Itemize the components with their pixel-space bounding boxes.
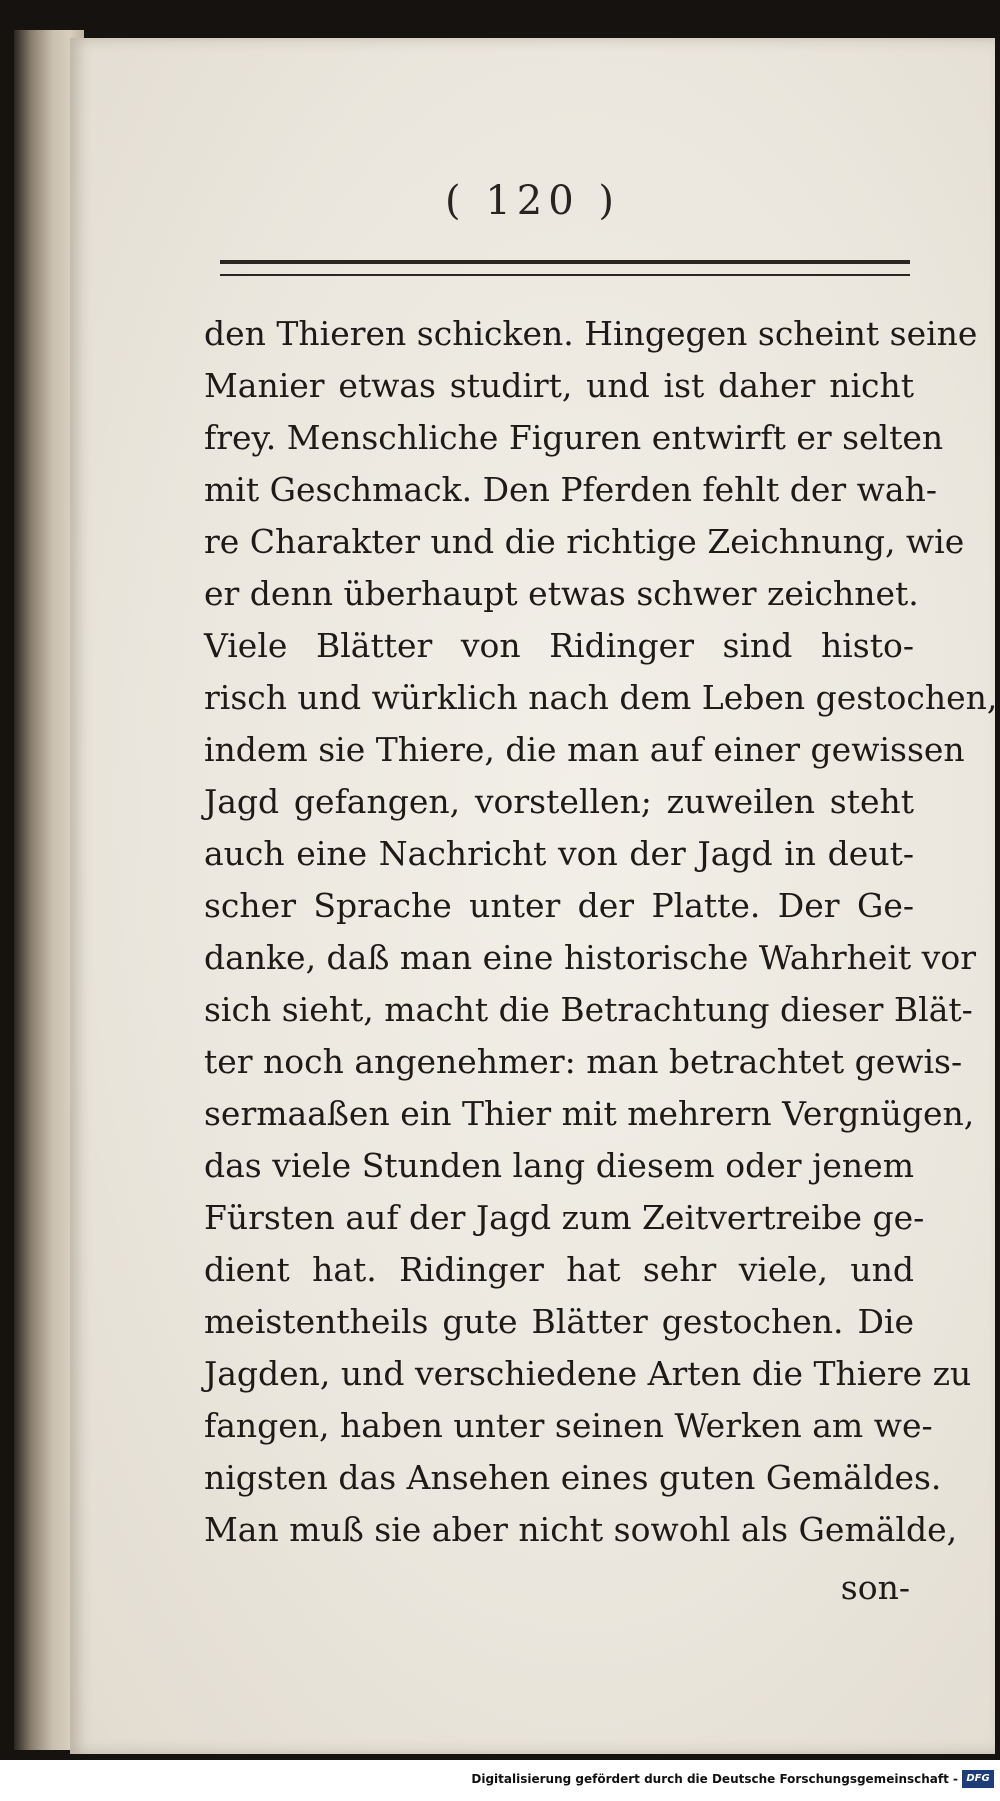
text-line: er denn überhaupt etwas schwer zeichnet. xyxy=(204,574,919,613)
text-line: indem sie Thiere, die man auf einer gewissen xyxy=(204,730,965,769)
footer-credit: Digitalisierung gefördert durch die Deutsche Forschungsgemeinschaft - xyxy=(471,1772,958,1786)
text-line: Man muß sie aber nicht sowohl als Gemälde, xyxy=(204,1510,958,1549)
footer-bar xyxy=(0,1760,1000,1801)
text-line: den Thieren schicken. Hingegen scheint seine xyxy=(204,314,978,353)
text-line: Viele Blätter von Ridinger sind histo- xyxy=(204,626,914,665)
text-line: Fürsten auf der Jagd zum Zeitvertreibe ge- xyxy=(204,1198,925,1237)
text-line: das viele Stunden lang diesem oder jenem xyxy=(204,1146,914,1185)
text-line: scher Sprache unter der Platte. Der Ge- xyxy=(204,886,914,925)
text-line: mit Geschmack. Den Pferden fehlt der wah- xyxy=(204,470,937,509)
header-rule xyxy=(220,260,910,276)
text-line: nigsten das Ansehen eines guten Gemäldes. xyxy=(204,1458,942,1497)
text-line: dient hat. Ridinger hat sehr viele, und xyxy=(204,1250,914,1289)
page-number: ( 120 ) xyxy=(445,178,620,224)
text-line: Jagd gefangen, vorstellen; zuweilen steht xyxy=(204,782,914,821)
text-line: risch und würklich nach dem Leben gestochen, xyxy=(204,678,998,717)
body-text xyxy=(204,308,998,1556)
text-line: Manier etwas studirt, und ist daher nicht xyxy=(204,366,914,405)
text-line: frey. Menschliche Figuren entwirft er selten xyxy=(204,418,944,457)
text-line: ter noch angenehmer: man betrachtet gewis- xyxy=(204,1042,963,1081)
text-line: re Charakter und die richtige Zeichnung, wie xyxy=(204,522,965,561)
text-line: Jagden, und verschiedene Arten die Thiere zu xyxy=(204,1354,972,1393)
text-line: fangen, haben unter seinen Werken am we- xyxy=(204,1406,933,1445)
dfg-logo-icon: DFG xyxy=(962,1770,994,1788)
text-line: danke, daß man eine historische Wahrheit vor xyxy=(204,938,976,977)
text-line: sermaaßen ein Thier mit mehrern Vergnügen, xyxy=(204,1094,975,1133)
text-line: auch eine Nachricht von der Jagd in deut- xyxy=(204,834,914,873)
book-page xyxy=(70,38,998,1754)
catchword: son- xyxy=(840,1568,910,1607)
text-line: meistentheils gute Blätter gestochen. Die xyxy=(204,1302,914,1341)
text-line: sich sieht, macht die Betrachtung dieser Blät- xyxy=(204,990,973,1029)
